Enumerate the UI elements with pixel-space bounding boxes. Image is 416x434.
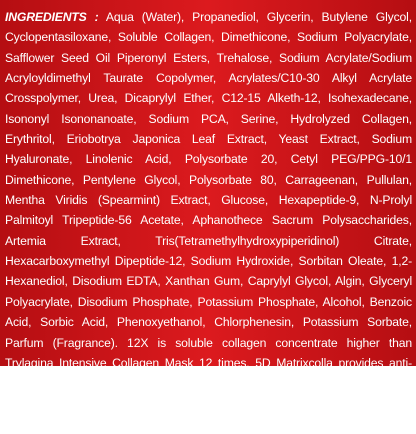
- ingredients-heading: INGREDIENTS :: [5, 10, 99, 24]
- ingredients-list: Aqua (Water), Propanediol, Glycerin, Butylene Glycol, Cyclopentasiloxane, Soluble Collagen, Dimethicone, Sodium Polyacrylate, Safflower Seed Oil Piperonyl Esters, Trehalose, Sodium Acrylate/Sodium Acryloyldimethyl Taurate Copolymer, Acrylates/C10-30 Alkyl Acrylate Crosspolymer, Urea, Dicaprylyl Ether, C12-15 Alketh-12, Isohexadecane, Isononyl Isononanoate, Sodium PCA, Serine, Hydrolyzed Collagen, Erythritol, Eriobotrya Japonica Leaf Extract, Yeast Extract, Sodium Hyaluronate, Linolenic Acid, Polysorbate 20, Cetyl PEG/PPG-10/1 Dimethicone, Pentylene Glycol, Polysorbate 80, Carrageenan, Pullulan, Mentha Viridis (Spearmint) Extract, Glucose, Hexapeptide-9, N-Prolyl Palmitoyl Tripeptide-56 Acetate, Aphanothece Sacrum Polysaccharides, Artemia Extract, Tris(Tetramethylhydroxypiperidinol) Citrate, Hexacarboxymethyl Dipeptide-12, Sodium Hydroxide, Sorbitan Oleate, 1,2-Hexanediol, Disodium EDTA, Xanthan Gum, Caprylyl Glycol, Algin, Glyceryl Polyacrylate, Disodium Phosphate, Potassium Phosphate, Alcohol, Benzoic Acid, Sorbic Acid, Phenoxyethanol, Chlorphenesin, Potassium Sorbate, Parfum (Fragrance). 12X is soluble collagen concentrate higher than Trylagina Intensive Collagen Mask 12 times. 5D Matrixcolla provides anti-wrinkle benefits, resulting in smooth, moisture and youthful skin. The complex contains Glycerin, Hydrolyzed Collagen, Hexapeptide-9, N-Prolyl PalmitoylTripeptide-56 Acetate and Sodium PCA.: [5, 10, 412, 431]
- ingredients-text: [5, 7, 412, 434]
